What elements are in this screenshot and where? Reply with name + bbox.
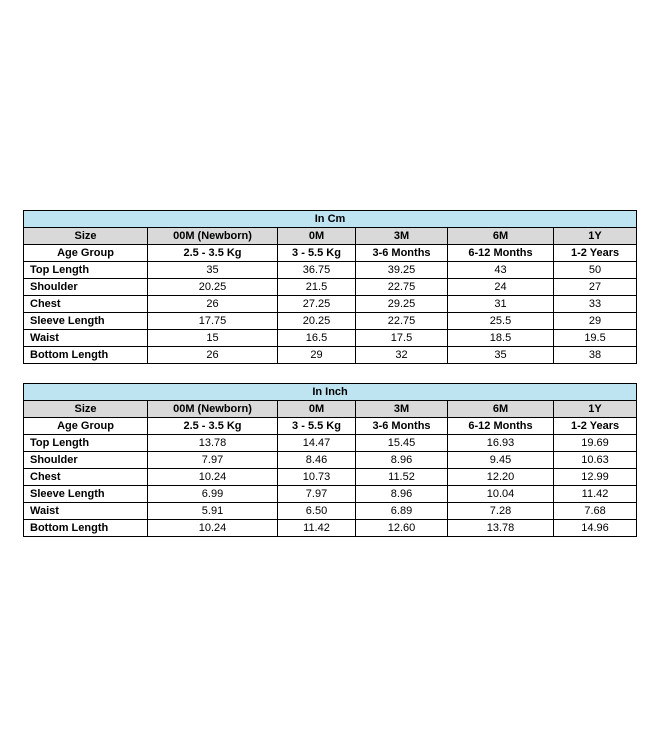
table-row-shoulder xyxy=(24,452,637,469)
measurement-value: 8.46 xyxy=(278,452,356,469)
size-header-row xyxy=(24,228,637,245)
measurement-value: 17.75 xyxy=(148,313,278,330)
size-header-6m: 6M xyxy=(448,228,554,245)
measurement-value: 12.20 xyxy=(448,469,554,486)
measurement-value: 22.75 xyxy=(356,313,448,330)
table-row-top-length xyxy=(24,262,637,279)
size-header-3m: 3M xyxy=(356,228,448,245)
measurement-value: 10.73 xyxy=(278,469,356,486)
measurement-value: 10.04 xyxy=(448,486,554,503)
age-group-cell: 6-12 Months xyxy=(448,418,554,435)
measurement-value: 31 xyxy=(448,296,554,313)
size-header-1y: 1Y xyxy=(554,228,637,245)
measurement-value: 6.50 xyxy=(278,503,356,520)
measurement-value: 10.24 xyxy=(148,469,278,486)
measurement-value: 9.45 xyxy=(448,452,554,469)
size-header-0m: 0M xyxy=(278,401,356,418)
measurement-value: 24 xyxy=(448,279,554,296)
measurement-value: 25.5 xyxy=(448,313,554,330)
table-title-row xyxy=(24,211,637,228)
table-row-waist xyxy=(24,503,637,520)
table-row-waist xyxy=(24,330,637,347)
measurement-value: 6.89 xyxy=(356,503,448,520)
measurement-value: 20.25 xyxy=(278,313,356,330)
table-title: In Inch xyxy=(24,384,637,401)
table-title-row xyxy=(24,384,637,401)
measurement-value: 29.25 xyxy=(356,296,448,313)
age-group-cell: 3-6 Months xyxy=(356,245,448,262)
table-row-bottom-length xyxy=(24,520,637,537)
size-header-row xyxy=(24,401,637,418)
measurement-label: Waist xyxy=(24,330,148,347)
table-row-chest xyxy=(24,469,637,486)
table-row-sleeve-length xyxy=(24,313,637,330)
measurement-value: 18.5 xyxy=(448,330,554,347)
measurement-value: 19.5 xyxy=(554,330,637,347)
measurement-label: Bottom Length xyxy=(24,347,148,364)
size-header-00m-newborn: 00M (Newborn) xyxy=(148,228,278,245)
measurement-value: 22.75 xyxy=(356,279,448,296)
measurement-value: 14.47 xyxy=(278,435,356,452)
table-row-bottom-length xyxy=(24,347,637,364)
size-header-label: Size xyxy=(24,401,148,418)
measurement-value: 11.42 xyxy=(554,486,637,503)
measurement-value: 35 xyxy=(148,262,278,279)
measurement-value: 32 xyxy=(356,347,448,364)
table-row-top-length xyxy=(24,435,637,452)
measurement-value: 21.5 xyxy=(278,279,356,296)
age-group-row xyxy=(24,418,637,435)
measurement-value: 38 xyxy=(554,347,637,364)
measurement-value: 13.78 xyxy=(448,520,554,537)
size-header-6m: 6M xyxy=(448,401,554,418)
age-group-cell: 2.5 - 3.5 Kg xyxy=(148,418,278,435)
age-group-cell: 2.5 - 3.5 Kg xyxy=(148,245,278,262)
size-header-3m: 3M xyxy=(356,401,448,418)
measurement-label: Top Length xyxy=(24,435,148,452)
age-group-cell: 6-12 Months xyxy=(448,245,554,262)
table-row-chest xyxy=(24,296,637,313)
measurement-label: Shoulder xyxy=(24,452,148,469)
size-chart-inch-table xyxy=(23,383,637,537)
measurement-value: 35 xyxy=(448,347,554,364)
size-header-1y: 1Y xyxy=(554,401,637,418)
measurement-value: 27 xyxy=(554,279,637,296)
age-group-cell: 3 - 5.5 Kg xyxy=(278,418,356,435)
measurement-value: 15.45 xyxy=(356,435,448,452)
age-group-label: Age Group xyxy=(24,418,148,435)
measurement-value: 16.5 xyxy=(278,330,356,347)
measurement-value: 7.97 xyxy=(278,486,356,503)
measurement-value: 36.75 xyxy=(278,262,356,279)
measurement-value: 20.25 xyxy=(148,279,278,296)
table-title: In Cm xyxy=(24,211,637,228)
measurement-value: 19.69 xyxy=(554,435,637,452)
measurement-value: 17.5 xyxy=(356,330,448,347)
measurement-label: Waist xyxy=(24,503,148,520)
measurement-value: 11.42 xyxy=(278,520,356,537)
measurement-value: 50 xyxy=(554,262,637,279)
age-group-cell: 3 - 5.5 Kg xyxy=(278,245,356,262)
measurement-label: Top Length xyxy=(24,262,148,279)
measurement-value: 43 xyxy=(448,262,554,279)
size-chart-cm-table xyxy=(23,210,637,364)
age-group-row xyxy=(24,245,637,262)
measurement-value: 29 xyxy=(554,313,637,330)
measurement-value: 8.96 xyxy=(356,452,448,469)
measurement-label: Bottom Length xyxy=(24,520,148,537)
measurement-label: Chest xyxy=(24,296,148,313)
measurement-value: 26 xyxy=(148,296,278,313)
measurement-value: 7.28 xyxy=(448,503,554,520)
measurement-value: 12.60 xyxy=(356,520,448,537)
size-header-00m-newborn: 00M (Newborn) xyxy=(148,401,278,418)
age-group-cell: 1-2 Years xyxy=(554,418,637,435)
measurement-value: 7.97 xyxy=(148,452,278,469)
measurement-value: 27.25 xyxy=(278,296,356,313)
measurement-value: 33 xyxy=(554,296,637,313)
measurement-value: 10.24 xyxy=(148,520,278,537)
measurement-value: 14.96 xyxy=(554,520,637,537)
age-group-cell: 3-6 Months xyxy=(356,418,448,435)
measurement-value: 16.93 xyxy=(448,435,554,452)
age-group-cell: 1-2 Years xyxy=(554,245,637,262)
measurement-value: 6.99 xyxy=(148,486,278,503)
measurement-label: Shoulder xyxy=(24,279,148,296)
table-row-sleeve-length xyxy=(24,486,637,503)
measurement-value: 13.78 xyxy=(148,435,278,452)
measurement-value: 12.99 xyxy=(554,469,637,486)
measurement-value: 5.91 xyxy=(148,503,278,520)
measurement-value: 8.96 xyxy=(356,486,448,503)
measurement-value: 10.63 xyxy=(554,452,637,469)
measurement-value: 26 xyxy=(148,347,278,364)
measurement-value: 11.52 xyxy=(356,469,448,486)
measurement-label: Sleeve Length xyxy=(24,486,148,503)
measurement-label: Chest xyxy=(24,469,148,486)
measurement-value: 7.68 xyxy=(554,503,637,520)
table-row-shoulder xyxy=(24,279,637,296)
age-group-label: Age Group xyxy=(24,245,148,262)
measurement-label: Sleeve Length xyxy=(24,313,148,330)
size-header-0m: 0M xyxy=(278,228,356,245)
size-header-label: Size xyxy=(24,228,148,245)
measurement-value: 15 xyxy=(148,330,278,347)
measurement-value: 29 xyxy=(278,347,356,364)
measurement-value: 39.25 xyxy=(356,262,448,279)
